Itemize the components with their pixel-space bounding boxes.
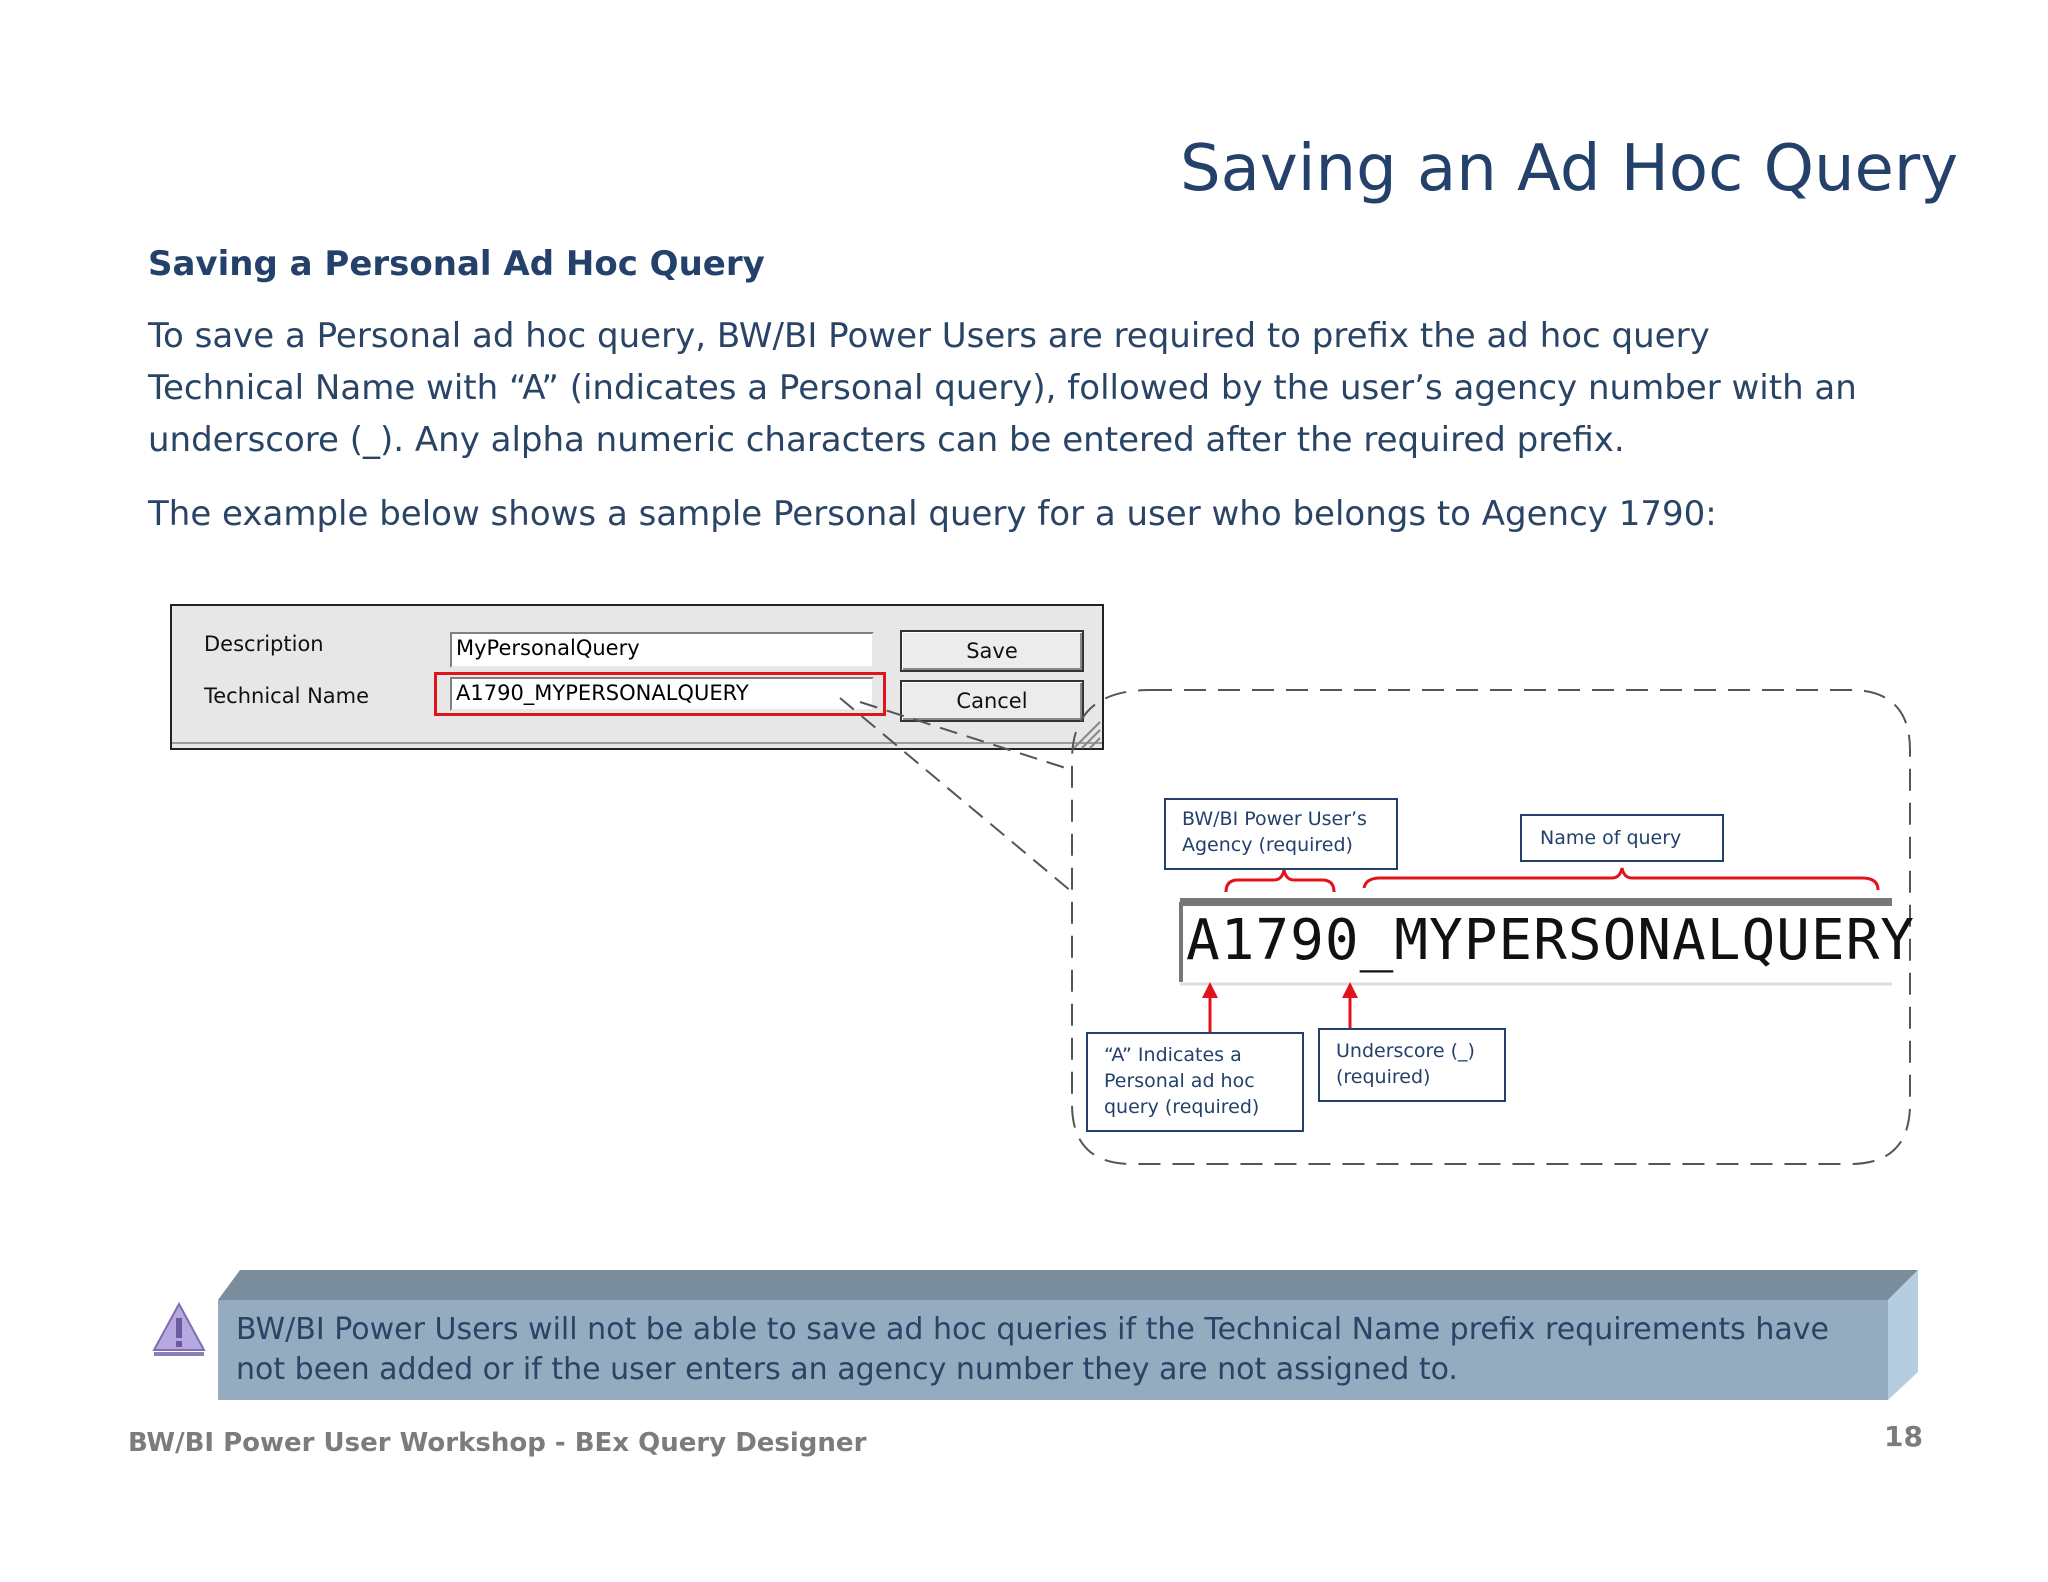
technical-name-label: Technical Name (204, 684, 370, 708)
technical-name-field[interactable]: A1790_MYPERSONALQUERY (450, 677, 874, 711)
cancel-button[interactable]: Cancel (900, 680, 1084, 722)
footer-text: BW/BI Power User Workshop - BEx Query Designer (128, 1428, 867, 1458)
warning-triangle-icon (150, 1300, 208, 1358)
section-heading: Saving a Personal Ad Hoc Query (148, 244, 765, 284)
page-number: 18 (1884, 1420, 1923, 1453)
example-paragraph: The example below shows a sample Personal query for a user who belongs to Agency 1790: (148, 494, 1717, 534)
slide-title: Saving an Ad Hoc Query (1180, 132, 1959, 206)
warning-bar-top-face (218, 1270, 1918, 1300)
warning-text: BW/BI Power Users will not be able to save ad hoc queries if the Technical Name prefix requirements have not been added or if the user enters an agency number they are not assigned to. (236, 1312, 1829, 1387)
query-name-callout: Name of query (1520, 814, 1724, 862)
save-button[interactable]: Save (900, 630, 1084, 672)
zoomed-technical-name: A1790_MYPERSONALQUERY (1186, 908, 1916, 973)
agency-callout: BW/BI Power User’s Agency (required) (1164, 798, 1398, 870)
underscore-callout: Underscore (_) (required) (1318, 1028, 1506, 1102)
description-field[interactable]: MyPersonalQuery (450, 632, 874, 668)
description-label: Description (204, 632, 324, 656)
a-prefix-callout: “A” Indicates a Personal ad hoc query (required) (1086, 1032, 1304, 1132)
intro-paragraph: To save a Personal ad hoc query, BW/BI Power Users are required to prefix the ad hoc query Technical Name with “A” (indicates a Personal query), followed by the user’s agency number with an underscore (_). Any alpha numeric characters can be entered after the required prefix. (148, 316, 1857, 460)
